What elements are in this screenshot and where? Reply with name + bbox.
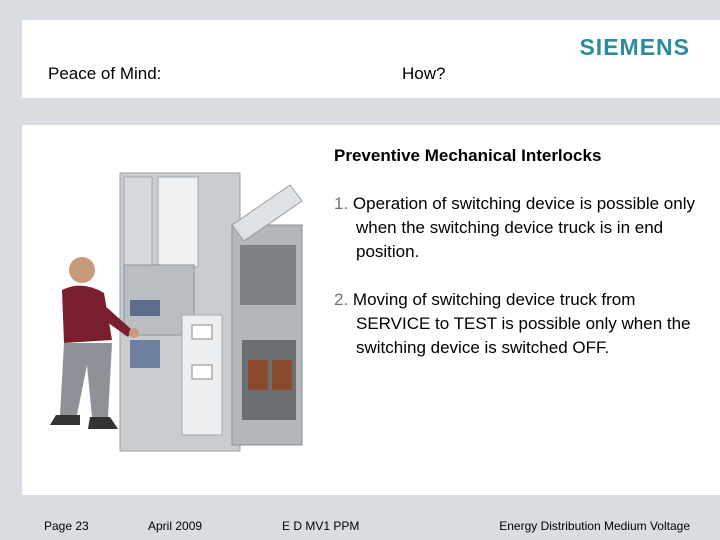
footer	[0, 512, 720, 540]
how-label: How?	[402, 64, 446, 83]
content-panel	[22, 125, 720, 495]
item-number: 1.	[334, 194, 349, 213]
footer-date: April 2009	[148, 519, 203, 533]
item-text: Moving of switching device truck from SERVICE to TEST is possible only when the switching device is switched OFF.	[352, 290, 691, 357]
item-text: Operation of switching device is possible only when the switching device truck is in end position.	[352, 194, 695, 261]
siemens-logo: SIEMENS	[579, 34, 690, 60]
header-band	[22, 20, 720, 98]
page-number: Page 23	[44, 519, 89, 533]
interlock-item-1	[334, 192, 706, 264]
peace-of-mind-label: Peace of Mind:	[48, 64, 162, 83]
footer-code: E D MV1 PPM	[282, 519, 360, 533]
interlock-item-2	[334, 288, 706, 360]
switchgear-photo	[32, 165, 312, 475]
item-number: 2.	[334, 290, 349, 309]
footer-division: Energy Distribution Medium Voltage	[499, 519, 690, 533]
slide-title: Preventive Mechanical Interlocks	[334, 146, 602, 165]
